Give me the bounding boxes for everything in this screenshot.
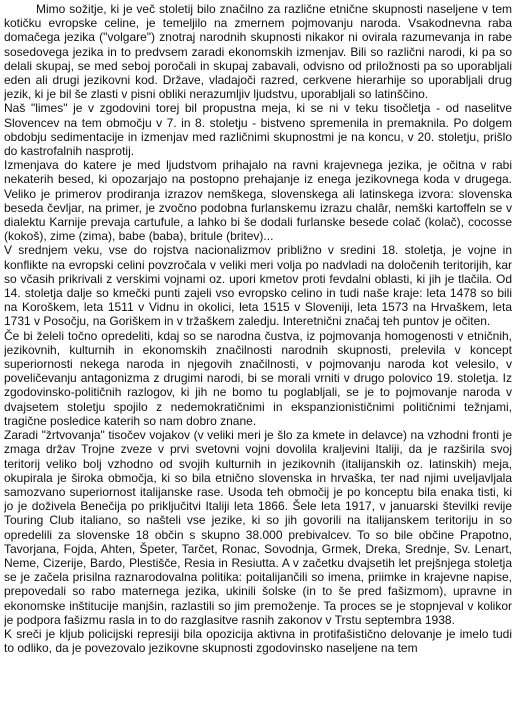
paragraph-sacrifice: Zaradi "žrtvovanja" tisočev vojakov (v veliki meri je šlo za kmete in delavce) na vzhodni fronti je zmaga držav Trojne zveze v prvi svetovni vojni dovolila kraljevini Italiji, da je razširila svoj teritorij veliko bolj vzhodno od svojih kulturnih in jezikovnih (italijanskih oz. latinskih) meja, okupirala je široka območja, ki so bila etnično slovenska in hrvaška, ter nad njimi uveljavljala samozvano superiornost italijanske rase. Usoda teh območij je po konceptu bila enaka tisti, ki jo je doživela Benečija po priključitvi Italiji leta 1866. Šele leta 1917, v januarski številki revije Touring Club italiano, so našteli vse jezike, ki so jih govorili na italijanskem teritoriju in so opredelili za slovenske 18 občin s skupno 38.000 prebivalcev. To so bile občine Prapotno, Tavorjana, Fojda, Ahten, Špeter, Tarčet, Ronac, Sovodnja, Grmek, Dreka, Srednje, Sv. Lenart, Neme, Cizerije, Bardo, Plestišče, Resia in Resiutta. A v začetku dvajsetih let prejšnjega stoletja se je začela prisilna raznarodovalna politika: poitalijančili so imena, priimke in krajevne napise, prepovedali so rabo maternega jezika, ukinili šolske (in to še pred fašizmom), upravne in ekonomske inštitucije manjšin, razlastili so jim premoženje. Ta proces se je stopnjeval v kolikor je podpora fašizmu rasla in to do razglasitve rasnih zakonov v Trstu septembra 1938. [4,428,512,627]
paragraph-national-sentiment: Če bi želeli točno opredeliti, kdaj so se narodna čustva, iz pojmovanja homogenosti v etničnih, jezikovnih, kulturnih in ekonomskih značilnosti narodnih skupnosti, prelevila v koncept superiornosti nekega naroda in njegovih značilnosti, v pojmovanju naroda kot velesilo, v poveličevanju antagonizma z drugimi narodi, bi se morali vrniti v drugo polovico 19. stoletja. Iz zgodovinsko-političnih razlogov, ki jih ne bomo tu poglabljali, se je to pojmovanje naroda v dvajsetem stoletju spojilo z nedemokratičnimi in ekspanzionističnimi političnimi težnjami, tragične posledice katerih so nam dobro znane. [4,328,512,428]
paragraph-limes: Naš "limes" je v zgodovini torej bil propustna meja, ki se ni v teku tisočletja - od naselitve Slovencev na tem območju v 7. in 8. stoletju - bistveno spremenila in premaknila. Po dolgem obdobju sedimentacije in izmenjav med različnimi skupnostmi je na koncu, v 20. stoletju, prišlo do kastrofalnih nasprotij. [4,101,512,159]
paragraph-opposition: K sreči je kljub policijski represiji bila opozicija aktivna in protifašistično delovanje je imelo tudi to odliko, da je povezovalo jezikovne skupnosti zgodovinsko naseljene na tem [4,626,512,656]
paragraph-middle-ages: V srednjem veku, vse do rojstva nacionalizmov približno v sredini 18. stoletja, je vojne in konflikte na evropski celini povzročala v veliki meri volja po nadvladi na določenih teritorijih, kar so včasih prikrivali z verskimi vojnami oz. upori kmetov proti fevdalni oblasti, ki jih je tlačila. Od 14. stoletja dalje so kmečki punti zajeli vso evropsko celino in tudi naše kraje: leta 1478 so bili na Koroškem, leta 1511 v Vidnu in okolici, leta 1515 v Sloveniji, leta 1573 na Hrvaškem, leta 1731 v Posočju, na Goriškem in v tržaškem zaledju. Interetnični značaj teh puntov je očiten. [4,243,512,329]
paragraph-language-exchange: Izmenjava do katere je med ljudstvom prihajalo na ravni krajevnega jezika, je očitna v rabi nekaterih besed, ki opozarjajo na postopno prehajanje iz enega jezikovnega koda v drugega. Veliko je primerov prodiranja izrazov nemškega, slovenskega ali latinskega izvora: slovenska beseda čevljar, na primer, je zvočno podobna furlanskemu izrazu chalâr, nemški kartoffeln se v dialektu Karnije prevaja cartufule, a lahko bi še dodali furlanske besede colač (kolač), cocosse (kokoš), zime (zima), babe (baba), britule (britev)... [4,158,512,244]
document-page [4,2,512,724]
paragraph-intro: Mimo sožitje, ki je več stoletij bilo značilno za različne etnične skupnosti naseljene v tem kotičku evropske celine, je temeljilo na zmernem pojmovanju naroda. Vsakodnevna raba domačega jezika ("volgare") znotraj narodnih skupnosti nikakor ni ovirala razumevanja in rabe sosedovega jezika in to predvsem zaradi ekonomskih izmenjav. Bili so različni narodi, ki pa so delali skupaj, se med seboj poročali in skupaj zabavali, odvisno od priložnosti pa so uporabljali eden ali drugi jezikovni kod. Države, vladajoči razred, cerkvene hierarhije so uporabljali drug jezik, ki je bil še zlasti v pisni obliki nerazumljiv ljudstvu, uporabljali so latinščino. [4,2,512,102]
